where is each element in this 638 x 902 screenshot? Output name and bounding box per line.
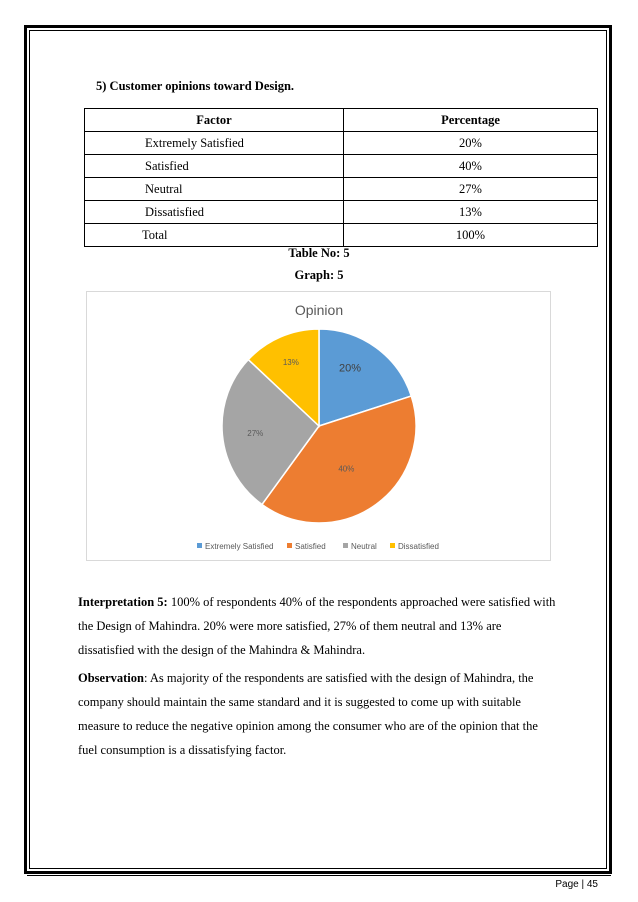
interpretation-paragraph <box>78 590 558 662</box>
table-row <box>85 155 598 178</box>
legend-label: Extremely Satisfied <box>205 542 274 551</box>
header-factor: Factor <box>85 109 344 132</box>
observation-label: Observation <box>78 671 144 685</box>
opinion-table <box>84 108 598 247</box>
pie-data-label: 27% <box>247 429 264 439</box>
interpretation-text: 100% of respondents 40% of the respondents approached were satisfied with the Design of Mahindra. 20% were more satisfied, 27% of them neutral and 13% are dissatisfied with the design of the Mahindra & Mahindra. <box>78 595 556 657</box>
header-percentage: Percentage <box>344 109 598 132</box>
legend-swatch <box>390 543 395 548</box>
pie-data-label: 13% <box>282 358 299 368</box>
graph-caption: Graph: 5 <box>294 268 344 282</box>
pie-data-label: 40% <box>338 464 355 474</box>
table-row <box>85 201 598 224</box>
legend-label: Satisfied <box>295 542 326 551</box>
footer-rule <box>27 875 611 876</box>
legend-label: Neutral <box>351 542 377 551</box>
interpretation-label: Interpretation 5: <box>78 595 168 609</box>
row-factor: Satisfied <box>145 158 189 173</box>
pie-chart <box>86 291 551 561</box>
observation-text: : As majority of the respondents are satisfied with the design of Mahindra, the company should maintain the same standard and it is suggested to come up with suitable measure to reduce the negative opinion among the consumer who are of the opinion that the fuel consumption is a dissatisfying factor. <box>78 671 538 757</box>
row-percentage: 20% <box>344 132 598 155</box>
row-percentage: 27% <box>344 178 598 201</box>
table-caption: Table No: 5 <box>288 246 350 260</box>
legend-label: Dissatisfied <box>398 542 439 551</box>
row-factor: Total <box>142 227 168 242</box>
table-row <box>85 132 598 155</box>
row-factor: Extremely Satisfied <box>145 135 244 150</box>
row-factor: Neutral <box>145 181 183 196</box>
row-percentage: 13% <box>344 201 598 224</box>
pie-data-label: 20% <box>339 362 362 375</box>
page-number: Page | 45 <box>555 879 598 890</box>
table-header-row <box>85 109 598 132</box>
row-percentage: 100% <box>344 224 598 247</box>
row-percentage: 40% <box>344 155 598 178</box>
legend-swatch <box>343 543 348 548</box>
table-row <box>85 178 598 201</box>
legend-swatch <box>197 543 202 548</box>
table-row-total <box>85 224 598 247</box>
legend-swatch <box>287 543 292 548</box>
chart-title: Opinion <box>294 302 344 318</box>
observation-paragraph <box>78 666 558 762</box>
pie-chart-svg <box>87 292 550 560</box>
section-heading: 5) Customer opinions toward Design. <box>96 79 295 93</box>
row-factor: Dissatisfied <box>145 204 205 219</box>
